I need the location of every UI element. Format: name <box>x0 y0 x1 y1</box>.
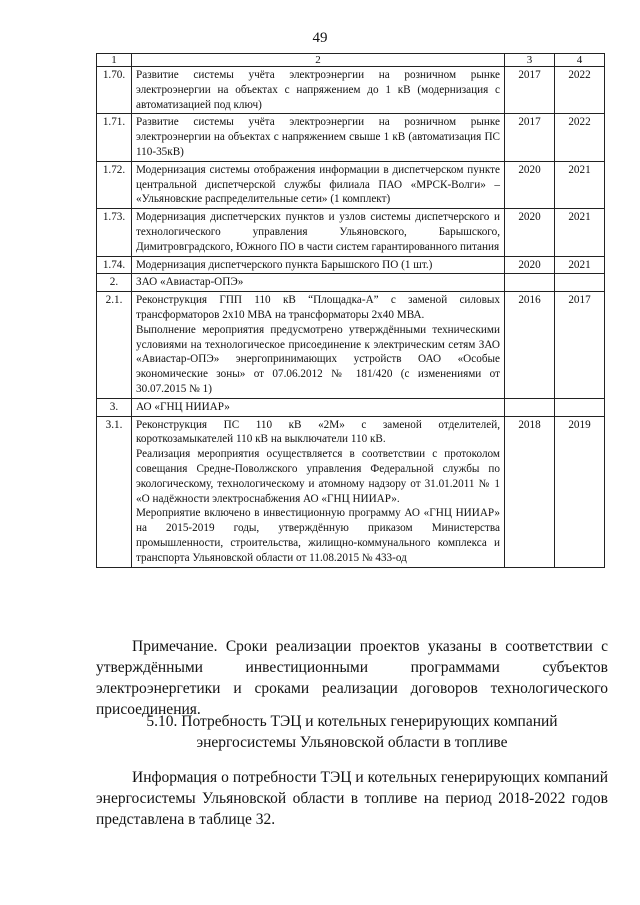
note-paragraph: Примечание. Сроки реализации проектов указаны в соответствии с утверждёнными инвестиционными программами субъектов электроэнергетики и сроками реализации договоров технологического присоединения. <box>96 638 608 718</box>
description-paragraph: Развитие системы учёта электроэнергии на розничном рынке электроэнергии на объектах с напряжением до 1 кВ (модернизация с автоматизацией под ключ) <box>136 69 500 111</box>
row-number: 1.70. <box>97 67 132 114</box>
end-year: 2021 <box>555 161 605 208</box>
row-number: 1.73. <box>97 209 132 256</box>
description-paragraph: Модернизация системы отображения информации в диспетчерском пункте центральной диспетчерской службы филиала ПАО «МРСК-Волги» – «Ульяновские распределительные сети» (1 комплект) <box>136 163 500 206</box>
row-number: 2. <box>97 274 132 292</box>
end-year: 2019 <box>555 416 605 567</box>
start-year <box>505 274 555 292</box>
header-col-4: 4 <box>555 54 605 67</box>
organization-name: АО «ГНЦ НИИАР» <box>136 400 230 413</box>
row-description <box>132 274 505 292</box>
row-description <box>132 114 505 161</box>
table-header-row <box>97 54 605 67</box>
start-year: 2016 <box>505 292 555 399</box>
start-year <box>505 398 555 416</box>
start-year: 2017 <box>505 67 555 114</box>
description-paragraph: Модернизация диспетчерских пунктов и узлов системы диспетчерского и технологического управления Ульяновского, Барышского, Димитровградского, Южного ПО в части систем гарантированного питания <box>136 211 500 253</box>
page-number: 49 <box>312 30 328 46</box>
table-row <box>97 398 605 416</box>
end-year <box>555 274 605 292</box>
description-paragraph: Реконструкция ГПП 110 кВ “Площадка-А” с заменой силовых трансформаторов 2х10 МВА на трансформаторы 2х40 МВА. <box>136 294 500 321</box>
end-year: 2017 <box>555 292 605 399</box>
row-description <box>132 292 505 399</box>
table-row <box>97 67 605 114</box>
description-paragraph: Мероприятие включено в инвестиционную программу АО «ГНЦ НИИАР» на 2015-2019 годы, утверждённую приказом Министерства промышленности, строительства, жилищно-коммунального комплекса и транспорта Ульяновской области от 11.08.2015 № 433-од <box>136 507 500 564</box>
start-year: 2018 <box>505 416 555 567</box>
table-row <box>97 416 605 567</box>
header-col-2: 2 <box>132 54 505 67</box>
end-year: 2022 <box>555 114 605 161</box>
table-row <box>97 274 605 292</box>
table-row <box>97 161 605 208</box>
start-year: 2020 <box>505 256 555 274</box>
description-paragraph: Выполнение мероприятия предусмотрено утверждёнными техническими условиями на технологическое присоединение к электрическим сетям ЗАО «Авиастар-ОПЭ» энергопринимающих устройств ОАО «Особые экономические зоны» от 07.06.2012 № 181/420 (с изменениями от 30.07.2015 № 1) <box>136 323 500 395</box>
description-paragraph: Реализация мероприятия осуществляется в соответствии с протоколом совещания Средне-Поволжского управления Федеральной службы по экологическому, технологическому и атомному надзору от 31.01.2011 № 1 «О надёжности электроснабжения АО «ГНЦ НИИАР». <box>136 448 500 505</box>
info-paragraph: Информация о потребности ТЭЦ и котельных генерирующих компаний энергосистемы Ульяновской области в топливе на период 2018-2022 годов представлена в таблице 32. <box>96 769 608 828</box>
table-row <box>97 114 605 161</box>
header-col-3: 3 <box>505 54 555 67</box>
investment-projects-table <box>96 53 605 568</box>
row-number: 1.72. <box>97 161 132 208</box>
end-year <box>555 398 605 416</box>
row-description <box>132 209 505 256</box>
start-year: 2017 <box>505 114 555 161</box>
table-row <box>97 256 605 274</box>
organization-name: ЗАО «Авиастар-ОПЭ» <box>136 276 244 289</box>
start-year: 2020 <box>505 209 555 256</box>
section-heading <box>96 711 608 753</box>
row-number: 3.1. <box>97 416 132 567</box>
row-description <box>132 161 505 208</box>
row-number: 1.71. <box>97 114 132 161</box>
row-number: 1.74. <box>97 256 132 274</box>
end-year: 2021 <box>555 256 605 274</box>
description-paragraph: Модернизация диспетчерского пункта Барышского ПО (1 шт.) <box>136 258 433 271</box>
row-description <box>132 67 505 114</box>
description-paragraph: Реконструкция ПС 110 кВ «2М» с заменой отделителей, короткозамыкателей 110 кВ на выключатели 110 кВ. <box>136 418 500 446</box>
row-description <box>132 398 505 416</box>
table-row <box>97 292 605 399</box>
row-number: 3. <box>97 398 132 416</box>
section-heading-line-2: энергосистемы Ульяновской области в топливе <box>196 734 508 751</box>
section-heading-line-1: 5.10. Потребность ТЭЦ и котельных генерирующих компаний <box>146 713 558 730</box>
row-description <box>132 256 505 274</box>
header-col-1: 1 <box>97 54 132 67</box>
end-year: 2022 <box>555 67 605 114</box>
row-description <box>132 416 505 567</box>
table-row <box>97 209 605 256</box>
start-year: 2020 <box>505 161 555 208</box>
description-paragraph: Развитие системы учёта электроэнергии на розничном рынке электроэнергии на объектах с напряжением свыше 1 кВ (автоматизация ПС 110-35кВ) <box>136 116 500 158</box>
row-number: 2.1. <box>97 292 132 399</box>
end-year: 2021 <box>555 209 605 256</box>
